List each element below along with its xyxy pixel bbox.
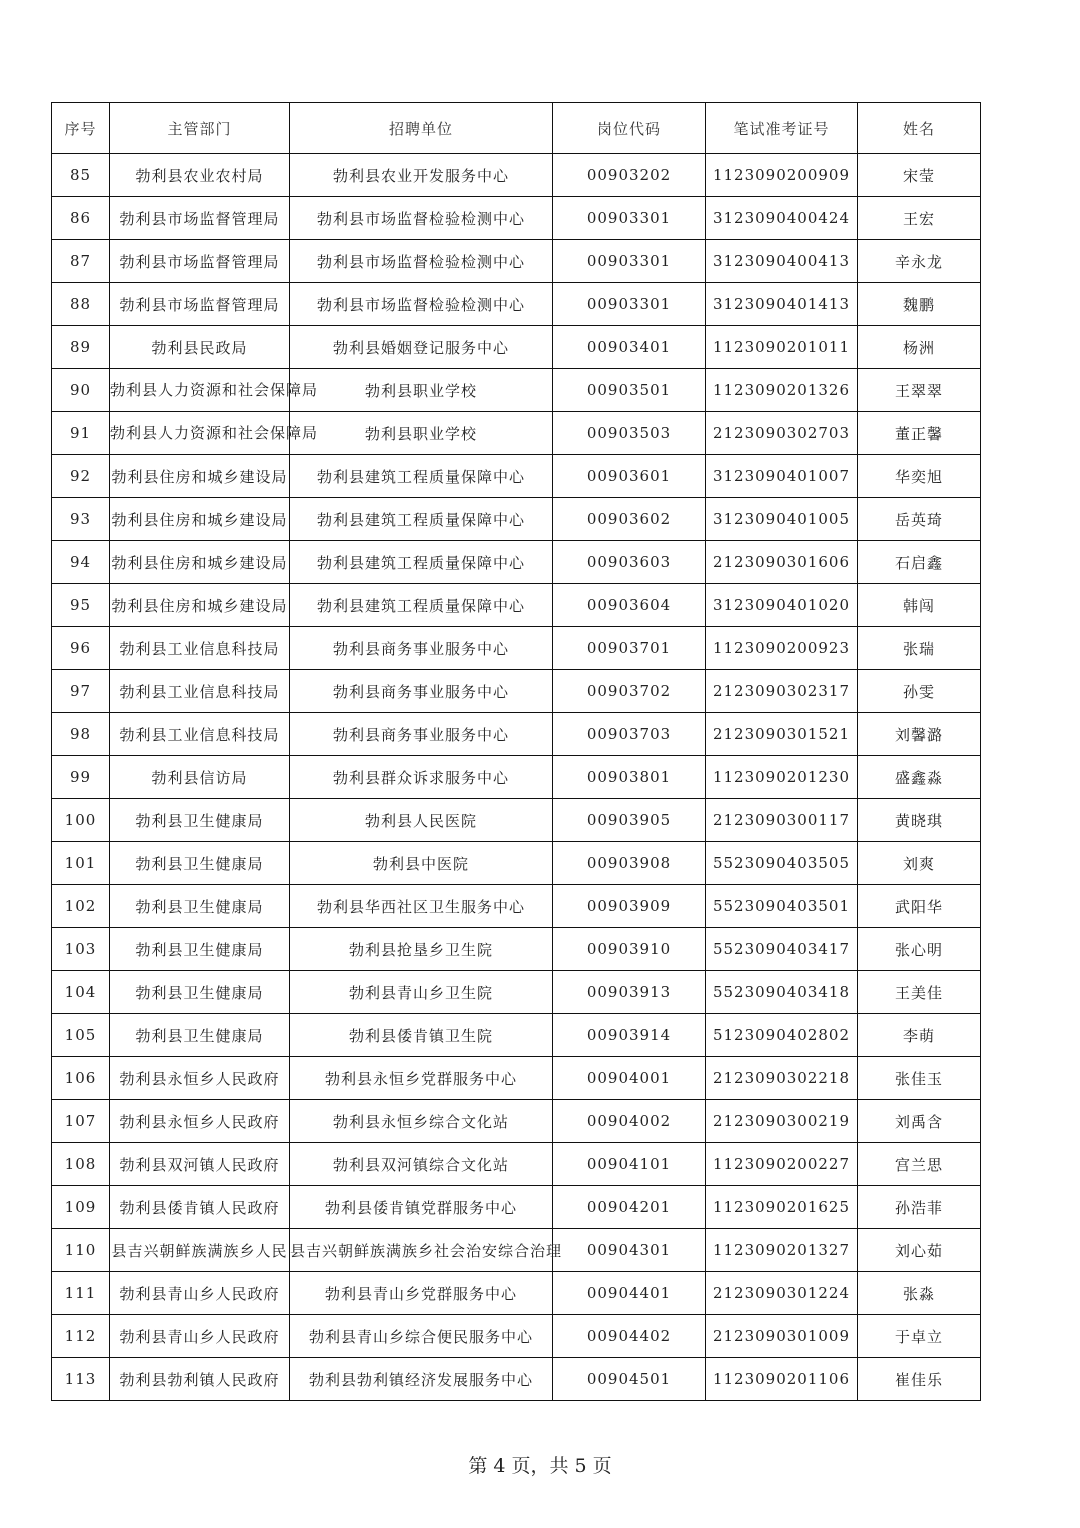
row-index: 95 bbox=[52, 584, 110, 627]
name-cell: 李萌 bbox=[858, 1014, 981, 1057]
employer-cell: 勃利县商务事业服务中心 bbox=[290, 713, 553, 756]
row-index: 107 bbox=[52, 1100, 110, 1143]
position-code-cell: 00903501 bbox=[553, 369, 706, 412]
table-row bbox=[52, 455, 981, 498]
position-code-cell: 00903905 bbox=[553, 799, 706, 842]
row-index: 97 bbox=[52, 670, 110, 713]
name-cell: 盛鑫淼 bbox=[858, 756, 981, 799]
employer-cell: 勃利县华西社区卫生服务中心 bbox=[290, 885, 553, 928]
exam-number-cell: 2123090302703 bbox=[706, 412, 858, 455]
table-row bbox=[52, 1014, 981, 1057]
table-row bbox=[52, 498, 981, 541]
exam-number-cell: 2123090301224 bbox=[706, 1272, 858, 1315]
employer-cell: 勃利县职业学校 bbox=[290, 412, 553, 455]
employer-cell: 勃利县抢垦乡卫生院 bbox=[290, 928, 553, 971]
table-row bbox=[52, 670, 981, 713]
name-cell: 孙雯 bbox=[858, 670, 981, 713]
position-code-cell: 00904001 bbox=[553, 1057, 706, 1100]
department-cell: 勃利县人力资源和社会保障局 bbox=[110, 412, 290, 455]
position-code-cell: 00903913 bbox=[553, 971, 706, 1014]
department-cell: 勃利县卫生健康局 bbox=[110, 1014, 290, 1057]
name-cell: 魏鹏 bbox=[858, 283, 981, 326]
employer-cell: 勃利县建筑工程质量保障中心 bbox=[290, 455, 553, 498]
row-index: 93 bbox=[52, 498, 110, 541]
row-index: 102 bbox=[52, 885, 110, 928]
row-index: 96 bbox=[52, 627, 110, 670]
table-row bbox=[52, 627, 981, 670]
department-cell: 勃利县市场监督管理局 bbox=[110, 197, 290, 240]
position-code-cell: 00903503 bbox=[553, 412, 706, 455]
row-index: 103 bbox=[52, 928, 110, 971]
table-row bbox=[52, 1272, 981, 1315]
employer-cell: 勃利县永恒乡综合文化站 bbox=[290, 1100, 553, 1143]
employer-cell: 勃利县市场监督检验检测中心 bbox=[290, 240, 553, 283]
department-cell: 勃利县工业信息科技局 bbox=[110, 713, 290, 756]
exam-number-cell: 3123090400424 bbox=[706, 197, 858, 240]
exam-number-cell: 5523090403505 bbox=[706, 842, 858, 885]
exam-number-cell: 2123090300117 bbox=[706, 799, 858, 842]
row-index: 89 bbox=[52, 326, 110, 369]
table-row bbox=[52, 885, 981, 928]
position-code-cell: 00903401 bbox=[553, 326, 706, 369]
table-row bbox=[52, 713, 981, 756]
name-cell: 刘爽 bbox=[858, 842, 981, 885]
department-cell: 勃利县工业信息科技局 bbox=[110, 627, 290, 670]
department-cell: 勃利县工业信息科技局 bbox=[110, 670, 290, 713]
department-cell: 勃利县永恒乡人民政府 bbox=[110, 1100, 290, 1143]
employer-cell: 勃利县建筑工程质量保障中心 bbox=[290, 584, 553, 627]
exam-number-cell: 1123090200923 bbox=[706, 627, 858, 670]
name-cell: 张淼 bbox=[858, 1272, 981, 1315]
table-row bbox=[52, 1100, 981, 1143]
exam-number-cell: 5523090403418 bbox=[706, 971, 858, 1014]
row-index: 99 bbox=[52, 756, 110, 799]
name-cell: 宫兰思 bbox=[858, 1143, 981, 1186]
position-code-cell: 00904301 bbox=[553, 1229, 706, 1272]
department-cell: 勃利县双河镇人民政府 bbox=[110, 1143, 290, 1186]
table-row bbox=[52, 197, 981, 240]
exam-number-cell: 1123090201625 bbox=[706, 1186, 858, 1229]
position-code-cell: 00903603 bbox=[553, 541, 706, 584]
position-code-cell: 00904101 bbox=[553, 1143, 706, 1186]
exam-number-cell: 1123090201327 bbox=[706, 1229, 858, 1272]
employer-cell: 勃利县商务事业服务中心 bbox=[290, 627, 553, 670]
row-index: 113 bbox=[52, 1358, 110, 1401]
table-row bbox=[52, 971, 981, 1014]
employer-cell: 勃利县商务事业服务中心 bbox=[290, 670, 553, 713]
department-cell: 勃利县青山乡人民政府 bbox=[110, 1315, 290, 1358]
department-cell: 勃利县青山乡人民政府 bbox=[110, 1272, 290, 1315]
table-row bbox=[52, 240, 981, 283]
employer-cell: 勃利县青山乡综合便民服务中心 bbox=[290, 1315, 553, 1358]
header-index: 序号 bbox=[52, 103, 110, 154]
name-cell: 王宏 bbox=[858, 197, 981, 240]
position-code-cell: 00904002 bbox=[553, 1100, 706, 1143]
department-cell: 勃利县卫生健康局 bbox=[110, 971, 290, 1014]
table-row bbox=[52, 584, 981, 627]
name-cell: 石启鑫 bbox=[858, 541, 981, 584]
position-code-cell: 00903914 bbox=[553, 1014, 706, 1057]
position-code-cell: 00903801 bbox=[553, 756, 706, 799]
row-index: 110 bbox=[52, 1229, 110, 1272]
exam-number-cell: 3123090401020 bbox=[706, 584, 858, 627]
name-cell: 董正馨 bbox=[858, 412, 981, 455]
name-cell: 刘心茹 bbox=[858, 1229, 981, 1272]
name-cell: 黄晓琪 bbox=[858, 799, 981, 842]
name-cell: 岳英琦 bbox=[858, 498, 981, 541]
department-cell: 勃利县市场监督管理局 bbox=[110, 240, 290, 283]
name-cell: 宋莹 bbox=[858, 154, 981, 197]
name-cell: 张心明 bbox=[858, 928, 981, 971]
name-cell: 于卓立 bbox=[858, 1315, 981, 1358]
row-index: 86 bbox=[52, 197, 110, 240]
row-index: 87 bbox=[52, 240, 110, 283]
department-cell: 勃利县市场监督管理局 bbox=[110, 283, 290, 326]
position-code-cell: 00904401 bbox=[553, 1272, 706, 1315]
department-cell: 勃利县卫生健康局 bbox=[110, 842, 290, 885]
exam-number-cell: 3123090401007 bbox=[706, 455, 858, 498]
row-index: 105 bbox=[52, 1014, 110, 1057]
row-index: 101 bbox=[52, 842, 110, 885]
name-cell: 华奕旭 bbox=[858, 455, 981, 498]
header-name: 姓名 bbox=[858, 103, 981, 154]
employer-cell: 勃利县倭肯镇党群服务中心 bbox=[290, 1186, 553, 1229]
position-code-cell: 00904501 bbox=[553, 1358, 706, 1401]
name-cell: 崔佳乐 bbox=[858, 1358, 981, 1401]
name-cell: 张瑞 bbox=[858, 627, 981, 670]
row-index: 90 bbox=[52, 369, 110, 412]
exam-number-cell: 3123090401005 bbox=[706, 498, 858, 541]
row-index: 112 bbox=[52, 1315, 110, 1358]
position-code-cell: 00903602 bbox=[553, 498, 706, 541]
name-cell: 辛永龙 bbox=[858, 240, 981, 283]
department-cell: 勃利县永恒乡人民政府 bbox=[110, 1057, 290, 1100]
row-index: 94 bbox=[52, 541, 110, 584]
position-code-cell: 00903701 bbox=[553, 627, 706, 670]
department-cell: 勃利县倭肯镇人民政府 bbox=[110, 1186, 290, 1229]
position-code-cell: 00903908 bbox=[553, 842, 706, 885]
row-index: 106 bbox=[52, 1057, 110, 1100]
position-code-cell: 00903601 bbox=[553, 455, 706, 498]
exam-number-cell: 2123090301521 bbox=[706, 713, 858, 756]
header-position-code: 岗位代码 bbox=[553, 103, 706, 154]
name-cell: 刘馨潞 bbox=[858, 713, 981, 756]
table-row bbox=[52, 928, 981, 971]
header-department: 主管部门 bbox=[110, 103, 290, 154]
name-cell: 张佳玉 bbox=[858, 1057, 981, 1100]
employer-cell: 勃利县市场监督检验检测中心 bbox=[290, 197, 553, 240]
employer-cell: 县吉兴朝鲜族满族乡社会治安综合治理 bbox=[290, 1229, 553, 1272]
table-row bbox=[52, 1229, 981, 1272]
exam-number-cell: 1123090200909 bbox=[706, 154, 858, 197]
employer-cell: 勃利县勃利镇经济发展服务中心 bbox=[290, 1358, 553, 1401]
employer-cell: 勃利县倭肯镇卫生院 bbox=[290, 1014, 553, 1057]
employer-cell: 勃利县人民医院 bbox=[290, 799, 553, 842]
department-cell: 勃利县卫生健康局 bbox=[110, 928, 290, 971]
department-cell: 勃利县住房和城乡建设局 bbox=[110, 498, 290, 541]
name-cell: 韩闯 bbox=[858, 584, 981, 627]
table-row bbox=[52, 756, 981, 799]
name-cell: 王翠翠 bbox=[858, 369, 981, 412]
table-row bbox=[52, 326, 981, 369]
table-row bbox=[52, 799, 981, 842]
row-index: 104 bbox=[52, 971, 110, 1014]
department-cell: 勃利县住房和城乡建设局 bbox=[110, 541, 290, 584]
name-cell: 刘禹含 bbox=[858, 1100, 981, 1143]
table-row bbox=[52, 1315, 981, 1358]
table-row bbox=[52, 1358, 981, 1401]
row-index: 88 bbox=[52, 283, 110, 326]
employer-cell: 勃利县青山乡党群服务中心 bbox=[290, 1272, 553, 1315]
position-code-cell: 00904201 bbox=[553, 1186, 706, 1229]
department-cell: 勃利县农业农村局 bbox=[110, 154, 290, 197]
table-row bbox=[52, 541, 981, 584]
row-index: 91 bbox=[52, 412, 110, 455]
row-index: 108 bbox=[52, 1143, 110, 1186]
exam-number-cell: 5523090403501 bbox=[706, 885, 858, 928]
employer-cell: 勃利县建筑工程质量保障中心 bbox=[290, 498, 553, 541]
name-cell: 王美佳 bbox=[858, 971, 981, 1014]
employer-cell: 勃利县群众诉求服务中心 bbox=[290, 756, 553, 799]
exam-number-cell: 1123090201230 bbox=[706, 756, 858, 799]
name-cell: 杨洲 bbox=[858, 326, 981, 369]
table-row bbox=[52, 1186, 981, 1229]
position-code-cell: 00903703 bbox=[553, 713, 706, 756]
department-cell: 勃利县民政局 bbox=[110, 326, 290, 369]
department-cell: 勃利县信访局 bbox=[110, 756, 290, 799]
position-code-cell: 00903702 bbox=[553, 670, 706, 713]
position-code-cell: 00903301 bbox=[553, 240, 706, 283]
exam-number-cell: 1123090201011 bbox=[706, 326, 858, 369]
recruitment-table bbox=[51, 102, 981, 1401]
table-header-row bbox=[52, 103, 981, 154]
row-index: 111 bbox=[52, 1272, 110, 1315]
department-cell: 勃利县勃利镇人民政府 bbox=[110, 1358, 290, 1401]
position-code-cell: 00903301 bbox=[553, 197, 706, 240]
row-index: 100 bbox=[52, 799, 110, 842]
exam-number-cell: 2123090302218 bbox=[706, 1057, 858, 1100]
employer-cell: 勃利县农业开发服务中心 bbox=[290, 154, 553, 197]
name-cell: 武阳华 bbox=[858, 885, 981, 928]
position-code-cell: 00904402 bbox=[553, 1315, 706, 1358]
exam-number-cell: 1123090201326 bbox=[706, 369, 858, 412]
position-code-cell: 00903202 bbox=[553, 154, 706, 197]
table-row bbox=[52, 154, 981, 197]
employer-cell: 勃利县中医院 bbox=[290, 842, 553, 885]
exam-number-cell: 2123090301606 bbox=[706, 541, 858, 584]
position-code-cell: 00903909 bbox=[553, 885, 706, 928]
exam-number-cell: 3123090400413 bbox=[706, 240, 858, 283]
exam-number-cell: 2123090300219 bbox=[706, 1100, 858, 1143]
table-row bbox=[52, 842, 981, 885]
position-code-cell: 00903301 bbox=[553, 283, 706, 326]
employer-cell: 勃利县青山乡卫生院 bbox=[290, 971, 553, 1014]
table-row bbox=[52, 1143, 981, 1186]
exam-number-cell: 1123090200227 bbox=[706, 1143, 858, 1186]
department-cell: 勃利县卫生健康局 bbox=[110, 885, 290, 928]
header-employer: 招聘单位 bbox=[290, 103, 553, 154]
exam-number-cell: 5123090402802 bbox=[706, 1014, 858, 1057]
table-row bbox=[52, 1057, 981, 1100]
employer-cell: 勃利县永恒乡党群服务中心 bbox=[290, 1057, 553, 1100]
exam-number-cell: 2123090302317 bbox=[706, 670, 858, 713]
name-cell: 孙浩菲 bbox=[858, 1186, 981, 1229]
exam-number-cell: 2123090301009 bbox=[706, 1315, 858, 1358]
employer-cell: 勃利县婚姻登记服务中心 bbox=[290, 326, 553, 369]
department-cell: 勃利县住房和城乡建设局 bbox=[110, 455, 290, 498]
row-index: 92 bbox=[52, 455, 110, 498]
row-index: 98 bbox=[52, 713, 110, 756]
row-index: 85 bbox=[52, 154, 110, 197]
department-cell: 勃利县人力资源和社会保障局 bbox=[110, 369, 290, 412]
header-exam-number: 笔试准考证号 bbox=[706, 103, 858, 154]
table-row bbox=[52, 412, 981, 455]
employer-cell: 勃利县职业学校 bbox=[290, 369, 553, 412]
position-code-cell: 00903910 bbox=[553, 928, 706, 971]
department-cell: 县吉兴朝鲜族满族乡人民 bbox=[110, 1229, 290, 1272]
exam-number-cell: 3123090401413 bbox=[706, 283, 858, 326]
exam-number-cell: 5523090403417 bbox=[706, 928, 858, 971]
page-footer: 第 4 页，共 5 页 bbox=[468, 1455, 612, 1477]
row-index: 109 bbox=[52, 1186, 110, 1229]
employer-cell: 勃利县市场监督检验检测中心 bbox=[290, 283, 553, 326]
department-cell: 勃利县住房和城乡建设局 bbox=[110, 584, 290, 627]
department-cell: 勃利县卫生健康局 bbox=[110, 799, 290, 842]
table-row bbox=[52, 369, 981, 412]
employer-cell: 勃利县建筑工程质量保障中心 bbox=[290, 541, 553, 584]
employer-cell: 勃利县双河镇综合文化站 bbox=[290, 1143, 553, 1186]
exam-number-cell: 1123090201106 bbox=[706, 1358, 858, 1401]
position-code-cell: 00903604 bbox=[553, 584, 706, 627]
table-row bbox=[52, 283, 981, 326]
